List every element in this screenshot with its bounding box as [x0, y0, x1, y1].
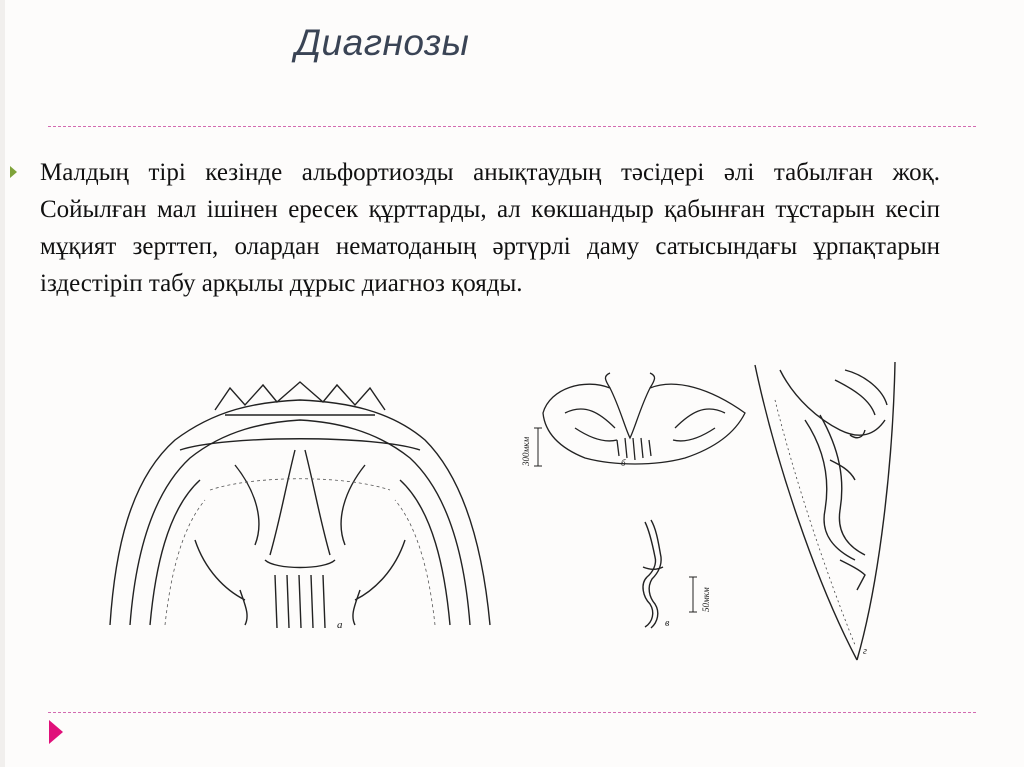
figure-label-a: а: [337, 619, 343, 630]
scale-label-50: 50мкм: [701, 587, 711, 612]
figure-label-b: б: [621, 458, 626, 468]
figure-g-tail-drawing: [745, 360, 905, 665]
slide-title: Диагнозы: [295, 22, 470, 63]
figure-v-spicule-drawing: [625, 512, 715, 632]
figure-a-head-drawing: [105, 380, 495, 630]
figure-label-g: г: [863, 646, 867, 657]
figure-b-capsule-drawing: [505, 368, 755, 473]
footer-triangle-icon: [49, 720, 63, 744]
left-edge-strip: [0, 0, 5, 767]
bottom-divider: [48, 712, 976, 713]
scale-label-300: 300мкм: [521, 436, 531, 466]
bullet-paragraph: Малдың тірі кезінде альфортиозды анықтаудың тәсідері әлі табылған жоқ. Сойылған мал ішінен ересек құрттарды, ал көкшандыр қабынған тұстарын кесіп мұқият зерттеп, олардан нематоданың әртүрлі даму сатысындағы ұрпақтарын іздестіріп табу арқылы дұрыс диагноз қояды.: [40, 159, 940, 297]
bullet-arrow-icon: [10, 166, 17, 178]
figure-label-v: в: [665, 618, 670, 629]
top-divider: [48, 126, 976, 127]
